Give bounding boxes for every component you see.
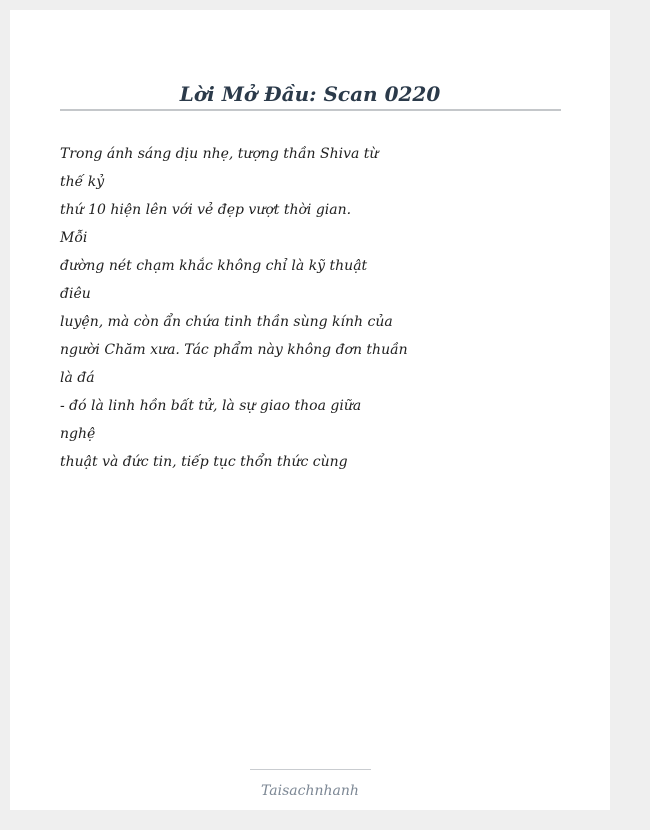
text-line: thuật và đức tin, tiếp tục thổn thức cùng: [60, 454, 348, 470]
title-divider: [60, 109, 561, 111]
text-line: thế kỷ: [60, 174, 105, 190]
text-line: điêu: [60, 286, 91, 302]
text-line: luyện, mà còn ẩn chứa tinh thần sùng kính của: [60, 314, 393, 330]
text-line: nghệ: [60, 426, 96, 442]
text-line: - đó là linh hồn bất tử, là sự giao thoa giữa: [60, 398, 362, 414]
footer-credit: Taisachnhanh: [261, 783, 359, 799]
text-line: là đá: [60, 370, 95, 386]
text-line: người Chăm xưa. Tác phẩm này không đơn thuần: [60, 342, 408, 358]
text-line: Trong ánh sáng dịu nhẹ, tượng thần Shiva từ: [60, 146, 379, 162]
text-line: đường nét chạm khắc không chỉ là kỹ thuật: [60, 258, 368, 274]
footer-divider: [250, 769, 371, 770]
text-line: thứ 10 hiện lên với vẻ đẹp vượt thời gian.: [60, 202, 352, 218]
text-line: Mỗi: [60, 230, 88, 246]
page-title: Lời Mở Đầu: Scan 0220: [179, 82, 441, 106]
body-text: [60, 140, 560, 476]
document-page: [10, 10, 610, 810]
